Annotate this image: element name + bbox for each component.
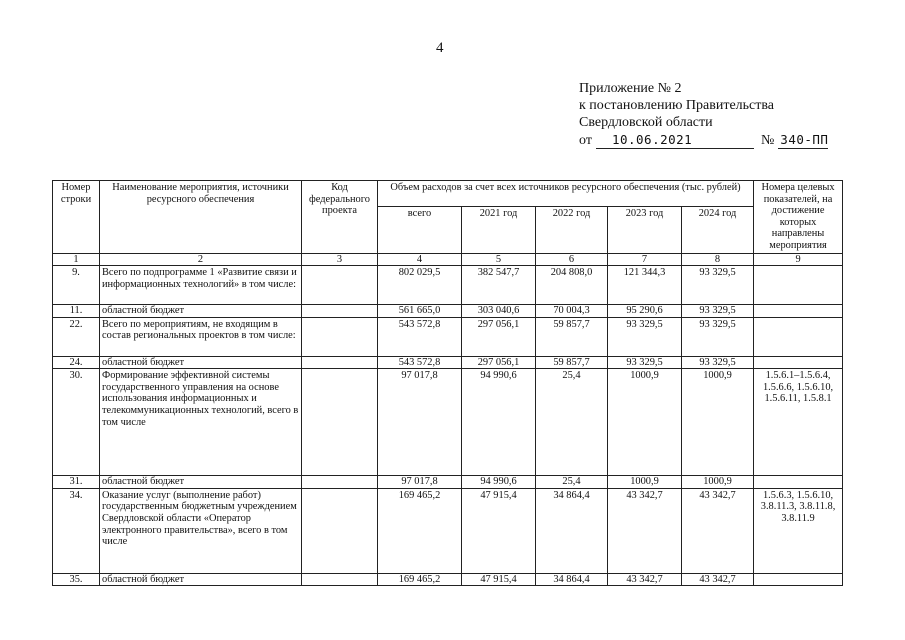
row-2022: 59 857,7: [536, 356, 608, 369]
row-2021: 47 915,4: [462, 488, 536, 573]
column-number: 6: [536, 254, 608, 266]
resolution-date: 10.06.2021: [596, 131, 754, 149]
row-2023: 43 342,7: [608, 488, 682, 573]
table-row: [53, 476, 843, 489]
table-row: [53, 369, 843, 476]
number-prefix: №: [760, 133, 775, 148]
row-code: [302, 317, 378, 356]
row-code: [302, 266, 378, 305]
row-name: областной бюджет: [100, 476, 302, 489]
column-number: 2: [100, 254, 302, 266]
row-2021: 297 056,1: [462, 317, 536, 356]
row-total: 169 465,2: [378, 488, 462, 573]
row-2024: 93 329,5: [682, 305, 754, 318]
row-total: 543 572,8: [378, 317, 462, 356]
row-2024: 93 329,5: [682, 317, 754, 356]
column-number: 4: [378, 254, 462, 266]
row-total: 561 665,0: [378, 305, 462, 318]
row-2024: 1000,9: [682, 476, 754, 489]
row-2024: 93 329,5: [682, 356, 754, 369]
row-name: областной бюджет: [100, 573, 302, 586]
row-2024: 93 329,5: [682, 266, 754, 305]
row-indicators: 1.5.6.1–1.5.6.4, 1.5.6.6, 1.5.6.10, 1.5.6.11, 1.5.8.1: [754, 369, 843, 476]
column-number: 5: [462, 254, 536, 266]
row-2022: 25,4: [536, 369, 608, 476]
row-code: [302, 476, 378, 489]
table-header-row: [53, 181, 843, 207]
row-indicators: [754, 573, 843, 586]
row-2022: 204 808,0: [536, 266, 608, 305]
row-number: 11.: [53, 305, 100, 318]
row-indicators: [754, 476, 843, 489]
table-row: [53, 266, 843, 305]
row-2021: 382 547,7: [462, 266, 536, 305]
appendix-resolution: к постановлению Правительства: [579, 98, 775, 113]
date-prefix: от: [579, 133, 592, 148]
row-2022: 70 004,3: [536, 305, 608, 318]
row-number: 31.: [53, 476, 100, 489]
header-2022: 2022 год: [536, 207, 608, 254]
header-code: Код федерального проекта: [302, 181, 378, 254]
row-2021: 94 990,6: [462, 476, 536, 489]
resolution-number: 340-ПП: [780, 132, 829, 147]
row-number: 34.: [53, 488, 100, 573]
row-name: Формирование эффективной системы государственного управления на основе использования информационных и телекоммуникационных технологий, всего в том числе: [100, 369, 302, 476]
row-code: [302, 356, 378, 369]
row-number: 35.: [53, 573, 100, 586]
row-name: Оказание услуг (выполнение работ) государственным бюджетным учреждением Свердловской области «Оператор электронного правительства», всего в том числе: [100, 488, 302, 573]
row-code: [302, 369, 378, 476]
row-2023: 121 344,3: [608, 266, 682, 305]
row-2022: 34 864,4: [536, 488, 608, 573]
row-name: областной бюджет: [100, 356, 302, 369]
row-total: 97 017,8: [378, 369, 462, 476]
header-name: Наименование мероприятия, источники ресурсного обеспечения: [100, 181, 302, 254]
row-name: Всего по подпрограмме 1 «Развитие связи и информационных технологий» в том числе:: [100, 266, 302, 305]
row-code: [302, 488, 378, 573]
page-number: 4: [436, 40, 444, 56]
row-2023: 1000,9: [608, 369, 682, 476]
row-number: 24.: [53, 356, 100, 369]
header-indicators: Номера целевых показателей, на достижение которых направлены мероприятия: [754, 181, 843, 254]
row-2022: 34 864,4: [536, 573, 608, 586]
header-2024: 2024 год: [682, 207, 754, 254]
row-indicators: [754, 266, 843, 305]
table-row: [53, 356, 843, 369]
appendix-block: [579, 80, 828, 149]
row-2021: 297 056,1: [462, 356, 536, 369]
table-row: [53, 317, 843, 356]
row-number: 9.: [53, 266, 100, 305]
row-code: [302, 305, 378, 318]
row-2021: 94 990,6: [462, 369, 536, 476]
row-2024: 43 342,7: [682, 488, 754, 573]
row-indicators: [754, 305, 843, 318]
table-row: [53, 573, 843, 586]
column-number: 1: [53, 254, 100, 266]
appendix-date-row: [579, 131, 828, 149]
row-total: 169 465,2: [378, 573, 462, 586]
header-row-num: Номер строки: [53, 181, 100, 254]
column-number: 8: [682, 254, 754, 266]
expenses-table: [52, 180, 843, 586]
header-2023: 2023 год: [608, 207, 682, 254]
header-total: всего: [378, 207, 462, 254]
row-2023: 43 342,7: [608, 573, 682, 586]
column-number: 3: [302, 254, 378, 266]
row-2022: 25,4: [536, 476, 608, 489]
row-indicators: [754, 317, 843, 356]
table-row: [53, 305, 843, 318]
row-2022: 59 857,7: [536, 317, 608, 356]
row-2024: 43 342,7: [682, 573, 754, 586]
row-total: 543 572,8: [378, 356, 462, 369]
row-2023: 93 329,5: [608, 317, 682, 356]
row-total: 802 029,5: [378, 266, 462, 305]
header-volume: Объем расходов за счет всех источников ресурсного обеспечения (тыс. рублей): [378, 181, 754, 207]
appendix-region: Свердловской области: [579, 115, 713, 130]
row-2021: 303 040,6: [462, 305, 536, 318]
column-number-row: [53, 254, 843, 266]
row-indicators: 1.5.6.3, 1.5.6.10, 3.8.11.3, 3.8.11.8, 3.8.11.9: [754, 488, 843, 573]
header-2021: 2021 год: [462, 207, 536, 254]
row-2023: 93 329,5: [608, 356, 682, 369]
table-row: [53, 488, 843, 573]
column-number: 9: [754, 254, 843, 266]
row-code: [302, 573, 378, 586]
row-2021: 47 915,4: [462, 573, 536, 586]
row-2023: 95 290,6: [608, 305, 682, 318]
row-name: Всего по мероприятиям, не входящим в состав региональных проектов в том числе:: [100, 317, 302, 356]
appendix-title: Приложение № 2: [579, 81, 682, 96]
row-name: областной бюджет: [100, 305, 302, 318]
row-number: 22.: [53, 317, 100, 356]
row-indicators: [754, 356, 843, 369]
row-2023: 1000,9: [608, 476, 682, 489]
row-2024: 1000,9: [682, 369, 754, 476]
row-number: 30.: [53, 369, 100, 476]
column-number: 7: [608, 254, 682, 266]
row-total: 97 017,8: [378, 476, 462, 489]
